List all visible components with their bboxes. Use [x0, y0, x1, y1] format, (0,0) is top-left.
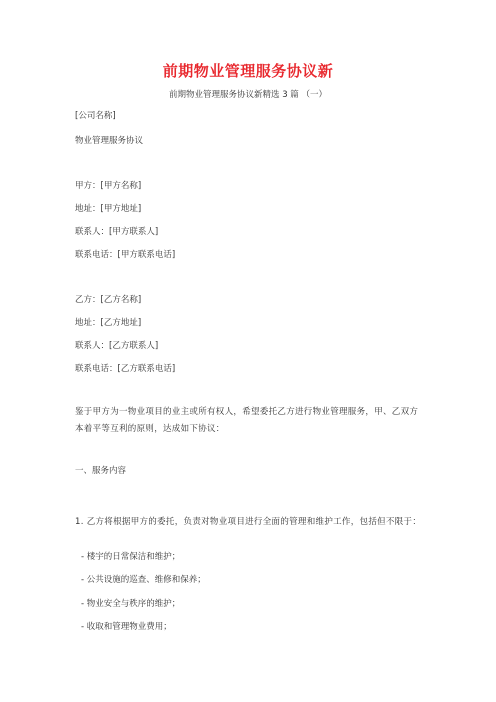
party-b-address: 地址：[乙方地址] [75, 318, 142, 328]
party-a-address: 地址：[甲方地址] [75, 204, 142, 214]
list-item: - 公共设施的巡查、维修和保养； [81, 575, 206, 585]
party-b-name: 乙方：[乙方名称] [75, 295, 142, 305]
section-heading: 一、服务内容 [75, 466, 127, 476]
company-name: [公司名称] [75, 111, 116, 121]
party-a-name: 甲方：[甲方名称] [75, 181, 142, 191]
list-item: - 收取和管理物业费用； [81, 622, 172, 632]
party-b-phone: 联系电话：[乙方联系电话] [75, 364, 176, 374]
document-title: 前期物业管理服务协议新 [162, 62, 334, 80]
party-a-contact: 联系人：[甲方联系人] [75, 227, 159, 237]
agreement-name: 物业管理服务协议 [75, 136, 144, 146]
preamble-paragraph: 鉴于甲方为一物业项目的业主或所有权人，希望委托乙方进行物业管理服务，甲、乙双方本着平等互利的原则，达成如下协议： [75, 407, 419, 434]
list-item: - 楼宇的日常保洁和维护； [81, 552, 181, 562]
clause-1: 1. 乙方将根据甲方的委托，负责对物业项目进行全面的管理和维护工作，包括但不限于： [75, 517, 422, 527]
list-item: - 物业安全与秩序的维护； [81, 599, 181, 609]
party-a-phone: 联系电话：[甲方联系电话] [75, 250, 176, 260]
document-subtitle: 前期物业管理服务协议新精选 3 篇 （一） [168, 90, 327, 100]
party-b-contact: 联系人：[乙方联系人] [75, 341, 159, 351]
